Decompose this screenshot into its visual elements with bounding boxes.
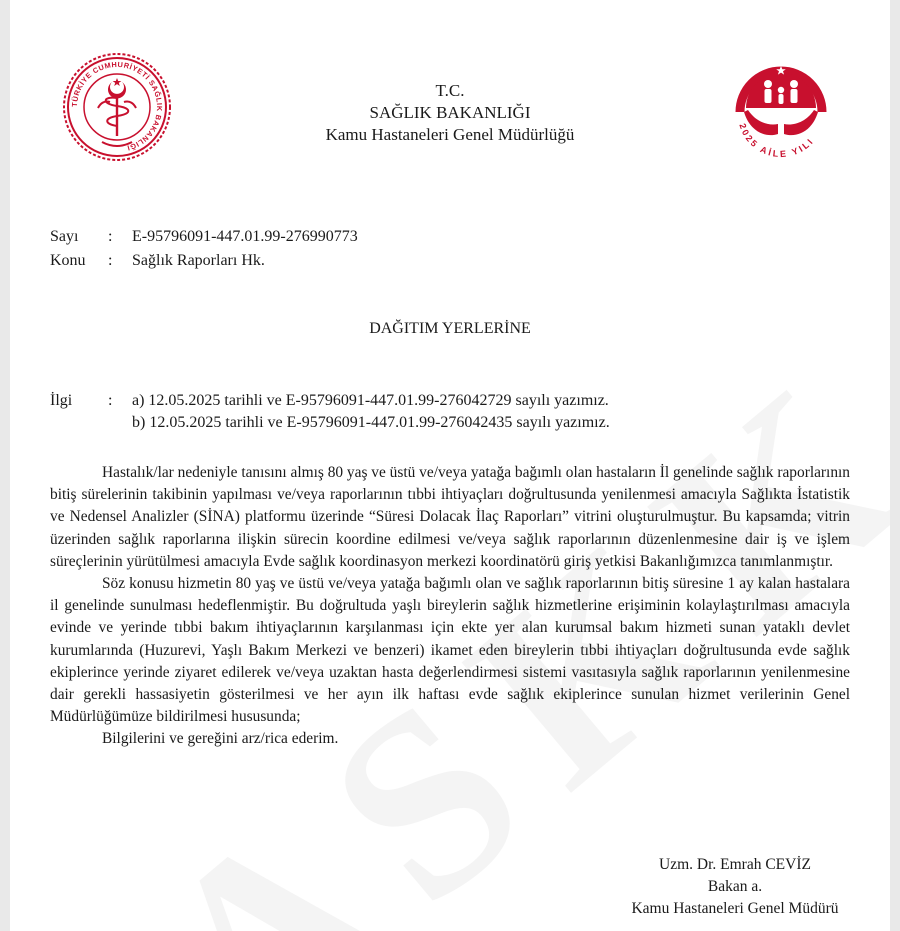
seal-text: TÜRKİYE CUMHURİYETİ SAĞLIK BAKANLIĞI (69, 59, 165, 153)
sayi-label: Sayı (50, 228, 79, 245)
signer-title-1: Bakan a. (707, 878, 763, 895)
year-text: 2025 AİLE YILI (737, 122, 817, 160)
header-line-tc: T.C. (435, 81, 465, 100)
body-paragraph-3: Bilgilerini ve gereğini arz/rica ederim. (102, 730, 339, 748)
body-paragraph-2: Söz konusu hizmetin 80 yaş ve üstü ve/veya yatağa bağımlı olan ve sağlık raporlarının bitiş süresine 1 ay kalan hastalara il genelinde sunulması hedeflenmiştir. Bu doğrultuda yaşlı bireylerin sağlık hizmetlerine erişiminin kolaylaştırılması amacıyla evinde ve yerinde tıbbi bakım ihtiyaçlarının karşılanması için ekte yer alan kurumsal bakım hizmeti sunan yataklı devlet kurumlarında (Huzurevi, Yaşlı Bakım Merkezi ve benzeri) ikamet eden bireylerin tıbbi ihtiyaçları doğrultusunda evde sağlık ekiplerince yerinde ziyaret edilerek ve/veya uzaktan hasta değerlendirmesi sistemi vasıtasıyla sağlık raporlarının yenilenmesine dair gerekli hassasiyetin gösterilmesi ve her ayın ilk haftası evde sağlık ekiplerince sunulan hizmet verilerinin Genel Müdürlüğümüze bildirilmesi hususunda; (50, 575, 850, 726)
ilgi-item-a: a) 12.05.2025 tarihli ve E-95796091-447.01.99-276042729 sayılı yazımız. (132, 392, 609, 409)
letterhead (10, 80, 890, 146)
letter-body (50, 462, 850, 751)
document-page: TÜRKİYE CUMHURİYETİ SAĞLIK BAKANLIĞI 2025 AİLE YILI T.C. SAĞLIK BAKANLIĞI Kamu Hastaneleri Genel Müdürlüğü Sayı : E-95796091-447.01.99-276990773 Konu : Sağlık Raporları Hk. DAĞITIM YERLERİNE İlgi : a) 12.05.2025 tarihli ve E-95796091-447.01.99-276042729 sayılı yazımız. b) 12.05.2025 tarihli ve E-95796091-447.01.99-276042435 sayılı yazımız. Hastalık/lar nedeniyle tanısını almış 80 yaş ve üstü ve/veya yatağa bağımlı olan hastaların İl genelinde sağlık raporlarının bitiş sürelerinin takibinin yapılması ve/veya raporlarının tıbbi ihtiyaçları doğrultusunda yenilenmesi amacıyla Sağlıkta İstatistik ve Nedensel Analizler (SİNA) platformu üzerinde “Süresi Dolacak İlaç Raporları” vitrini oluşturulmuştur. Bu kapsamda; vitrin üzerinden sağlık raporlarına ilişkin sürecin koordine edilmesi ve/veya sağlık raporlarının düzenlenmesine dair iş ve işlem süreçlerinin yürütülmesi amacıyla Evde sağlık koordinasyon merkezi koordinatörü giriş yetkisi Bakanlığımızca tanımlanmıştır. Söz konusu hizmetin 80 yaş ve üstü ve/veya yatağa bağımlı olan ve sağlık raporlarının bitiş süresine 1 ay kalan hastalara il genelinde sunulması hedeflenmiştir. Bu doğrultuda yaşlı bireylerin sağlık hizmetlerine erişiminin kolaylaştırılması amacıyla evinde ve yerinde tıbbi bakım ihtiyaçlarının karşılanması için ekte yer alan kurumsal bakım hizmeti sunan yataklı devlet kurumlarında (Huzurevi, Yaşlı Bakım Merkezi ve benzeri) ikamet eden bireylerin tıbbi ihtiyaçları doğrultusunda evde sağlık ekiplerince yerinde ziyaret edilerek ve/veya uzaktan hasta değerlendirmesi sistemi vasıtasıyla sağlık raporlarının yenilenmesine dair gerekli hassasiyetin gösterilmesi ve her ayın ilk haftası evde sağlık ekiplerince sunulan hizmet verilerinin Genel Müdürlüğümüze bildirilmesi hususunda; Bilgilerini ve gereğini arz/rica ederim. Uzm. Dr. Emrah CEVİZ Bakan a. Kamu Hastaneleri Genel Müdürü (10, 0, 890, 931)
sayi-value: E-95796091-447.01.99-276990773 (132, 228, 358, 245)
header-ministry: SAĞLIK BAKANLIĞI (369, 103, 531, 122)
signer-name: Uzm. Dr. Emrah CEVİZ (659, 856, 811, 873)
signer-title-2: Kamu Hastaneleri Genel Müdürü (631, 900, 839, 917)
distribution-heading: DAĞITIM YERLERİNE (369, 320, 531, 337)
konu-value: Sağlık Raporları Hk. (132, 252, 265, 269)
signature-block (570, 854, 890, 920)
ilgi-item-b: b) 12.05.2025 tarihli ve E-95796091-447.01.99-276042435 sayılı yazımız. (132, 414, 610, 431)
ilgi-label: İlgi (50, 392, 73, 409)
header-directorate: Kamu Hastaneleri Genel Müdürlüğü (325, 125, 575, 144)
konu-label: Konu (50, 252, 86, 269)
body-paragraph-1: Hastalık/lar nedeniyle tanısını almış 80 yaş ve üstü ve/veya yatağa bağımlı olan hastaların İl genelinde sağlık raporlarının bitiş sürelerinin takibinin yapılması ve/veya raporlarının tıbbi ihtiyaçları doğrultusunda yenilenmesi amacıyla Sağlıkta İstatistik ve Nedensel Analizler (SİNA) platformu üzerinde “Süresi Dolacak İlaç Raporları” vitrini oluşturulmuştur. Bu kapsamda; vitrin üzerinden sağlık raporlarına ilişkin sürecin koordine edilmesi ve/veya sağlık raporlarının düzenlenmesine dair iş ve işlem süreçlerinin yürütülmesi amacıyla Evde sağlık koordinasyon merkezi koordinatörü giriş yetkisi Bakanlığımızca tanımlanmıştır. (50, 464, 850, 570)
